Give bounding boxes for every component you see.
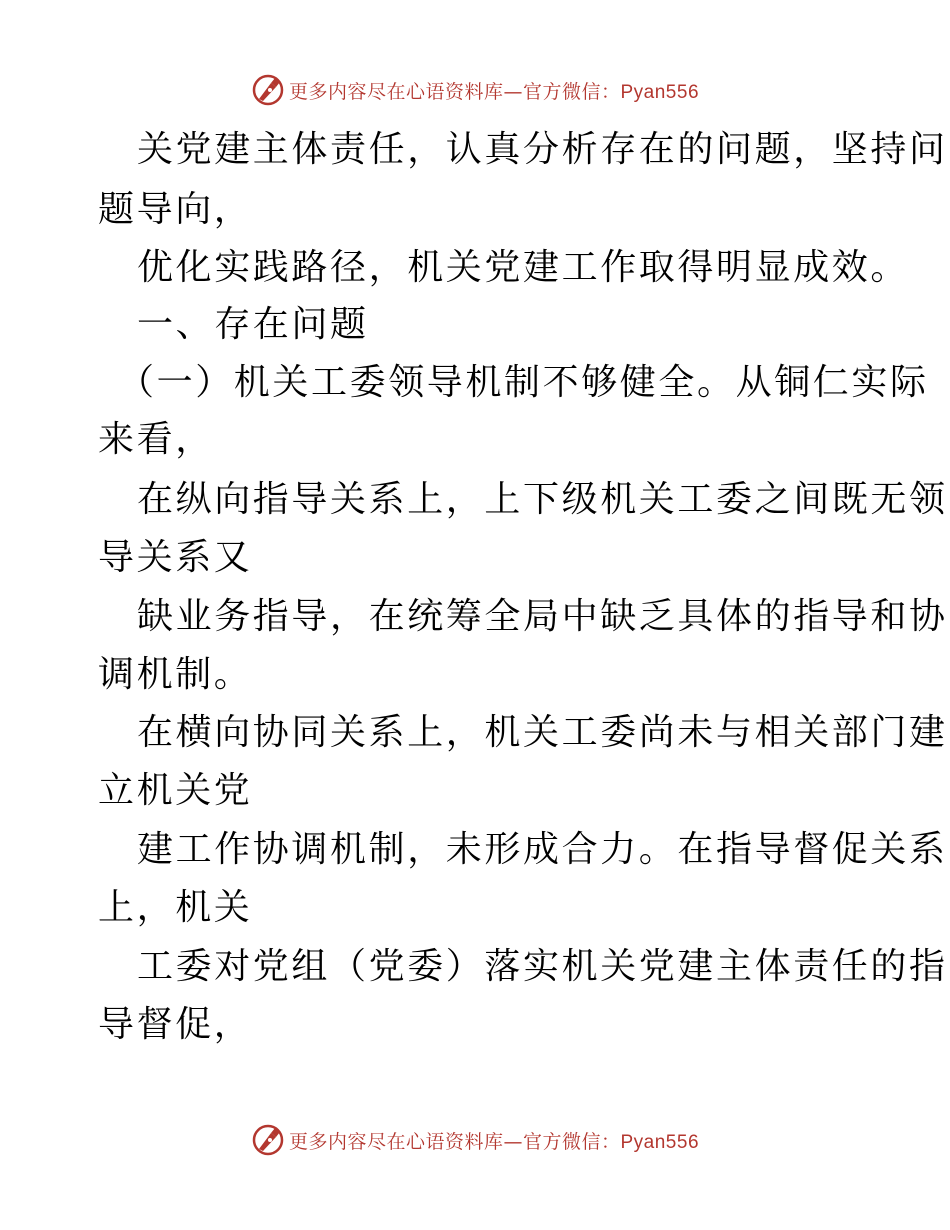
text-line: 缺业务指导，在统筹全局中缺乏具体的指导和协 xyxy=(137,596,948,637)
watermark-text: 更多内容尽在心语资料库—官方微信：Pyan556 xyxy=(288,80,700,103)
pen-nib-circle-icon xyxy=(251,73,285,107)
text-line: 立机关党 xyxy=(98,770,253,811)
header-watermark xyxy=(0,70,950,110)
text-line: 导关系又 xyxy=(98,537,253,578)
text-line: 在纵向指导关系上，上下级机关工委之间既无领 xyxy=(137,479,948,520)
text-line: 来看， xyxy=(98,419,214,460)
text-line: 上，机关 xyxy=(98,887,253,928)
text-line: 导督促， xyxy=(98,1004,253,1045)
text-line: 调机制。 xyxy=(98,654,253,695)
watermark-text: 更多内容尽在心语资料库—官方微信：Pyan556 xyxy=(288,1130,700,1153)
text-line: 工委对党组（党委）落实机关党建主体责任的指 xyxy=(137,946,948,987)
section-heading: 一、存在问题 xyxy=(137,304,369,345)
text-line: （一）机关工委领导机制不够健全。从铜仁实际 xyxy=(118,362,929,403)
text-line: 关党建主体责任，认真分析存在的问题，坚持问 xyxy=(137,129,948,170)
footer-watermark xyxy=(0,1120,950,1160)
text-line: 题导向， xyxy=(98,189,253,230)
text-line: 在横向协同关系上，机关工委尚未与相关部门建 xyxy=(137,712,948,753)
text-line: 优化实践路径，机关党建工作取得明显成效。 xyxy=(137,247,910,288)
pen-nib-circle-icon xyxy=(251,1123,285,1157)
text-line: 建工作协调机制，未形成合力。在指导督促关系 xyxy=(137,829,948,870)
